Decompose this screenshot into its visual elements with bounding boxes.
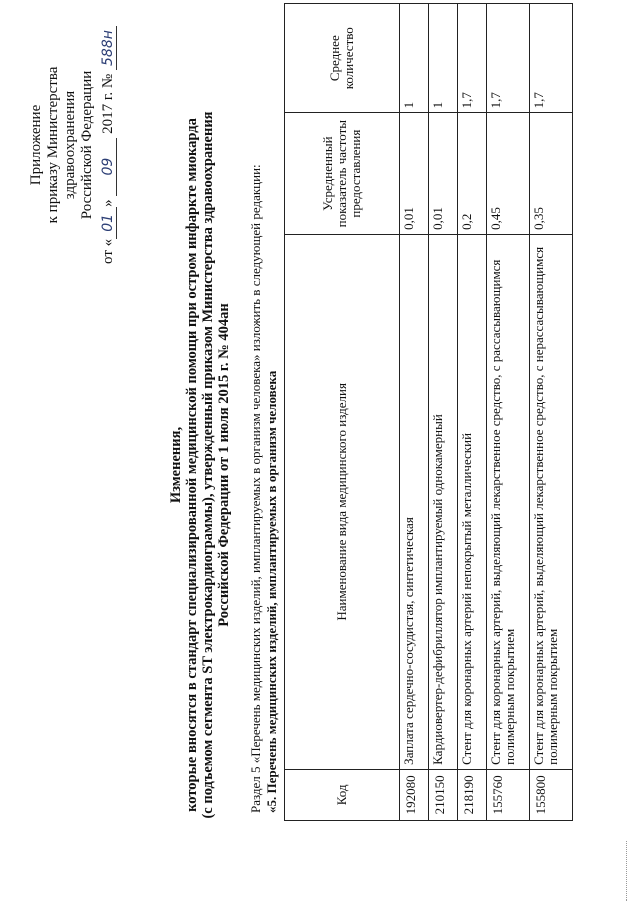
header-device-name: Наименование вида медицинского изделия [285,234,400,769]
cell-device-name: Стент для коронарных артерий, выделяющий лекарственное средство, с нерассасывающимся полимерным покрытием [530,234,573,769]
cell-frequency: 0,01 [429,113,458,234]
date-prefix: от « [100,238,116,264]
section-title: «5. Перечень медицинских изделий, имплантируемых в организм человека [264,370,279,813]
cell-code: 155760 [487,769,530,820]
title-line-3: (с подъемом сегмента ST электрокардиограммы), утвержденный приказом Министерства здравоохранения [200,111,216,819]
title-line-4: Российской Федерации от 1 июля 2015 г. № 404ан [216,303,232,627]
cell-frequency: 0,45 [487,113,530,234]
header-code: Код [285,769,400,820]
cell-code: 192080 [400,769,429,820]
medical-devices-table [284,3,573,821]
cell-frequency: 0,01 [400,113,429,234]
table-row [429,4,458,821]
cell-device-name: Кардиовертер-дефибриллятор имплантируемый однокамерный [429,234,458,769]
appendix-header [28,25,117,265]
table-row [400,4,429,821]
cell-device-name: Стент для коронарных артерий, выделяющий лекарственное средство, с рассасывающимся полимерным покрытием [487,234,530,769]
header-frequency: Усредненный показатель частоты предоставления [285,113,400,234]
cell-average-quantity: 1,7 [487,4,530,113]
appendix-line-2: к приказу Министерства здравоохранения [45,66,78,224]
cell-average-quantity: 1,7 [530,4,573,113]
cell-code: 155800 [530,769,573,820]
table-row [458,4,487,821]
cell-code: 210150 [429,769,458,820]
cell-device-name: Заплата сердечно-сосудистая, синтетическая [400,234,429,769]
title-line-2: которые вносятся в стандарт специализированной медицинской помощи при остром инфаркте миокарда [184,118,200,812]
cell-frequency: 0,35 [530,113,573,234]
appendix-line-1: Приложение [28,104,44,186]
title-line-1: Изменения, [168,426,184,504]
cell-frequency: 0,2 [458,113,487,234]
cell-code: 218190 [458,769,487,820]
handwritten-day: 01 [101,207,117,239]
intro-paragraph: Раздел 5 «Перечень медицинских изделий, имплантируемых в организм человека» изложить в следующей редакции: [248,164,263,813]
document-title [168,65,232,865]
year-text: 2017 г. № [100,73,116,134]
order-date-line [100,25,117,265]
date-mid: » [100,199,116,207]
cell-average-quantity: 1 [400,4,429,113]
cell-average-quantity: 1 [429,4,458,113]
scan-margin-mark [626,841,627,901]
header-average-quantity: Среднее количество [285,4,400,113]
table-row [487,4,530,821]
cell-device-name: Стент для коронарных артерий непокрытый металлический [458,234,487,769]
table-header-row [285,4,400,821]
cell-average-quantity: 1,7 [458,4,487,113]
handwritten-order-number: 588н [101,26,117,70]
table-row [530,4,573,821]
appendix-line-3: Российской Федерации [79,70,95,220]
handwritten-month: 09 [101,138,117,196]
